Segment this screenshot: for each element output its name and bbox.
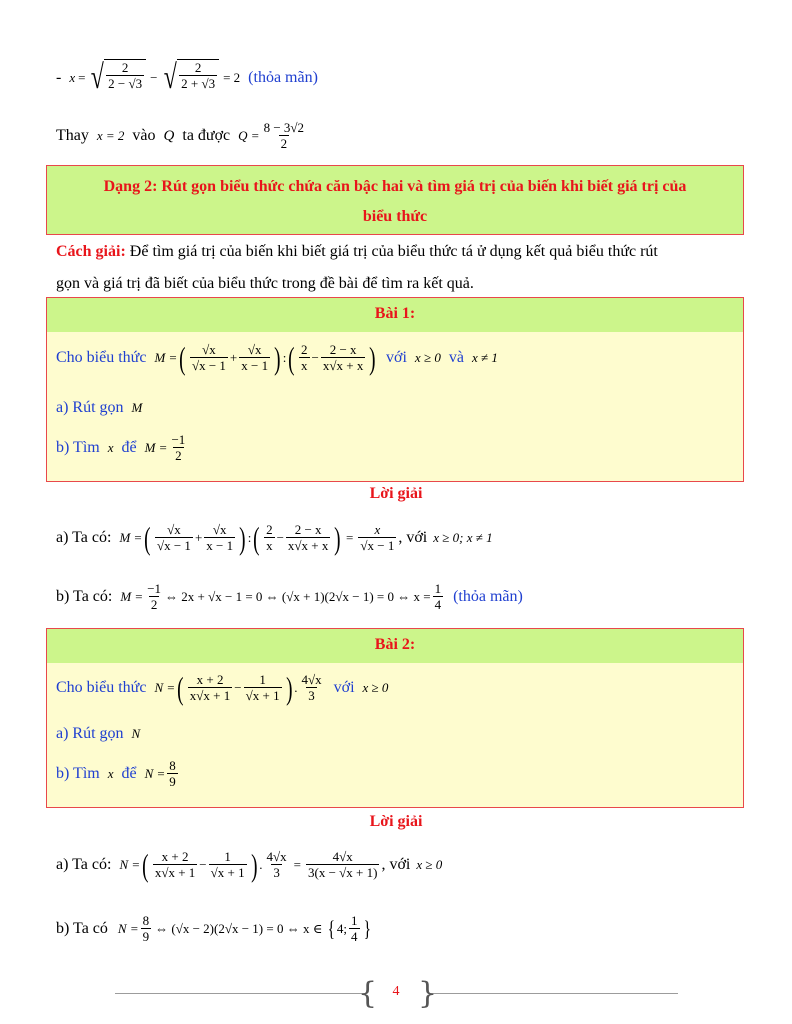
q-fraction: $\frac{8 - 3√2}{2}$ (263, 120, 305, 151)
footer-brace-left: { (358, 976, 378, 1011)
solution-1-heading: Lời giải (369, 485, 423, 502)
substitution-line: Thay x = 2 vào Q ta được Q = $\frac{8 - 3√2}{2}$ (56, 120, 305, 151)
exercise-2-part-a: a) Rút gọn N (56, 725, 141, 742)
solution-2-part-a: a) Ta có: N = ( $\frac{x + 2}{x√x + 1}$ − $\frac{1}{√x + 1}$ ) . $\frac{4√x}{3}$ = $\frac{4√x}{3(x - √x + 1)}$ , với x ≥ 0 (56, 847, 443, 883)
solution-1-part-a: a) Ta có: M = ( $\frac{√x}{√x - 1}$ + $\frac{√x}{x - 1}$ ) : ( $\frac{2}{x}$ − $\frac{2 - x}{x√x + x}$ ) = $\frac{x}{√x - 1}$ , với x ≥ 0; x ≠ 1 (56, 520, 493, 556)
exercise-1-part-b: b) Tìm x để M = $\frac{-1}{2}$ (56, 432, 186, 463)
exercise-1-expression: Cho biểu thức M = ( $\frac{√x}{√x - 1}$ + $\frac{√x}{x - 1}$ ) : ( $\frac{2}{x}$ − $\frac{2 - x}{x√x + x}$ ) với x ≥ 0 và x ≠ 1 (56, 340, 498, 376)
section-heading-box (46, 165, 744, 235)
solution-2-part-b: b) Ta có N = $\frac{8}{9}$ ⇔ (√x − 2)(2√x − 1) = 0 ⇔ x ∈ { 4; $\frac{1}{4}$ } (56, 913, 371, 944)
exercise-2-part-b: b) Tìm x để N = $\frac{8}{9}$ (56, 758, 176, 789)
exercise-2-expression: Cho biểu thức N = ( $\frac{x + 2}{x√x + 1}$ − $\frac{1}{√x + 1}$ ) . $\frac{4√x}{3}$ với x ≥ 0 (56, 670, 389, 706)
solution-2-heading: Lời giải (369, 813, 423, 830)
exercise-2-title: Bài 2: (47, 629, 743, 663)
sqrt-2: √ $\frac{2}{2 + √3}$ (161, 59, 219, 97)
footer-brace-right: } (418, 976, 438, 1011)
footer-line-right (428, 993, 678, 994)
exercise-1-part-a: a) Rút gọn M (56, 399, 143, 416)
section-heading-line2: biểu thức (362, 208, 428, 225)
solution-1-part-b: b) Ta có: M = $\frac{-1}{2}$ ⇔ 2x + √x − 1 = 0 ⇔ (√x + 1)(2√x − 1) = 0 ⇔ x = $\frac{1}{4}$ (thỏa mãn) (56, 581, 523, 612)
page-number: 4 (392, 984, 400, 999)
footer-line-left (115, 993, 365, 994)
sqrt-1: √ $\frac{2}{2 - √3}$ (88, 59, 146, 97)
method-paragraph: Cách giải: Để tìm giá trị của biến khi biết giá trị của biểu thức tá ử dụng kết quả biểu thức rút gọn và giá trị đã biết của biểu thức trong đề bài để tìm ra kết quả. (56, 243, 658, 292)
exercise-1-title: Bài 1: (47, 298, 743, 332)
section-heading-line1: Dạng 2: Rút gọn biểu thức chứa căn bậc hai và tìm giá trị của biến khi biết giá trị của (103, 178, 687, 195)
equation-x-check: - x = √ $\frac{2}{2 - √3}$ − √ $\frac{2}{2 + √3}$ = 2 (thỏa mãn) (56, 59, 318, 96)
